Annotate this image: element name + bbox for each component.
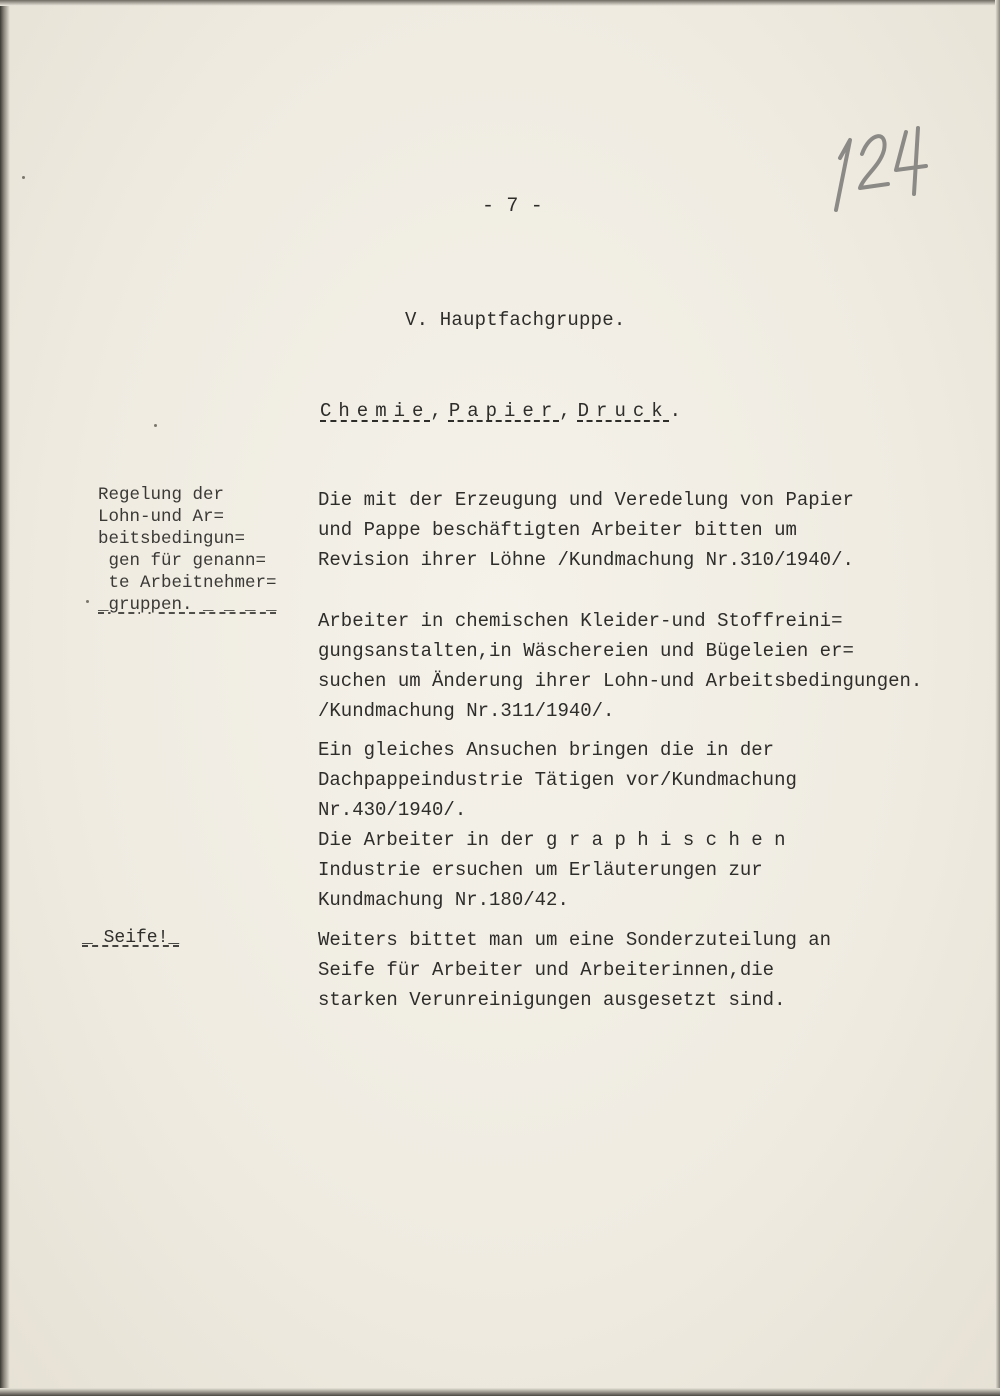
paragraph-line: Ein gleiches Ansuchen bringen die in der: [318, 739, 775, 761]
paragraph-line: Die mit der Erzeugung und Veredelung von Papier: [318, 489, 854, 511]
scan-edge-top: [0, 0, 1000, 6]
paragraph: [318, 485, 988, 575]
paragraph-line: Dachpappeindustrie Tätigen vor/Kundmachung: [318, 769, 797, 791]
paragraph: [318, 606, 988, 726]
paragraph-line: und Pappe beschäftigten Arbeiter bitten um: [318, 519, 797, 541]
scan-edge-right: [995, 0, 1000, 1396]
subheading-end: .: [669, 400, 689, 422]
page-number: - 7 -: [482, 195, 544, 218]
paragraph-line: Die Arbeiter in der g r a p h i s c h e n: [318, 829, 786, 851]
margin-note-soap: [82, 923, 179, 953]
paragraph-line: suchen um Änderung ihrer Lohn-und Arbeitsbedingungen.: [318, 670, 923, 692]
margin-note-line: te Arbeitnehmer=: [98, 573, 277, 593]
margin-note-line: _gruppen. _ _ _ _: [98, 595, 277, 615]
paragraph: [318, 925, 988, 1015]
paragraph: [318, 825, 988, 915]
paragraph-line: Nr.430/1940/.: [318, 799, 467, 821]
paragraph-line: Industrie ersuchen um Erläuterungen zur: [318, 859, 763, 881]
paper-speck: [86, 600, 89, 603]
paragraph-line: Kundmachung Nr.180/42.: [318, 889, 569, 911]
paragraph-line: gungsanstalten,in Wäschereien und Bügeleien er=: [318, 640, 854, 662]
subheading-separator: ,: [559, 400, 578, 422]
margin-note-line: Lohn-und Ar=: [98, 507, 225, 527]
paragraph: [318, 735, 988, 825]
paper-speck: [22, 176, 25, 179]
margin-note-soap-text: _ Seife!_: [82, 928, 180, 948]
handwritten-folio-number: [826, 118, 936, 218]
scan-edge-bottom: [0, 1388, 1000, 1396]
margin-note-line: beitsbedingun=: [98, 529, 246, 549]
handwritten-number-text: 124: [826, 118, 828, 119]
margin-note-line: gen für genann=: [98, 551, 267, 571]
scan-edge-left: [0, 0, 10, 1396]
paragraph-line: /Kundmachung Nr.311/1940/.: [318, 700, 615, 722]
section-subheading: [320, 396, 688, 426]
margin-note-wage-regulation: [98, 484, 277, 616]
subheading-part: Papier: [448, 400, 560, 422]
paragraph-line: Arbeiter in chemischen Kleider-und Stoffreini=: [318, 610, 843, 632]
paper-speck: [154, 424, 157, 427]
margin-note-line: Regelung der: [98, 485, 225, 505]
paragraph-line: Revision ihrer Löhne /Kundmachung Nr.310/1940/.: [318, 549, 854, 571]
paragraph-line: Weiters bittet man um eine Sonderzuteilung an: [318, 929, 832, 951]
paragraph-line: starken Verunreinigungen ausgesetzt sind.: [318, 989, 786, 1011]
paragraph-line: Seife für Arbeiter und Arbeiterinnen,die: [318, 959, 775, 981]
section-heading: V. Hauptfachgruppe.: [405, 309, 626, 331]
subheading-separator: ,: [430, 400, 449, 422]
subheading-part: Chemie: [320, 400, 431, 422]
subheading-part: Druck: [577, 400, 670, 422]
